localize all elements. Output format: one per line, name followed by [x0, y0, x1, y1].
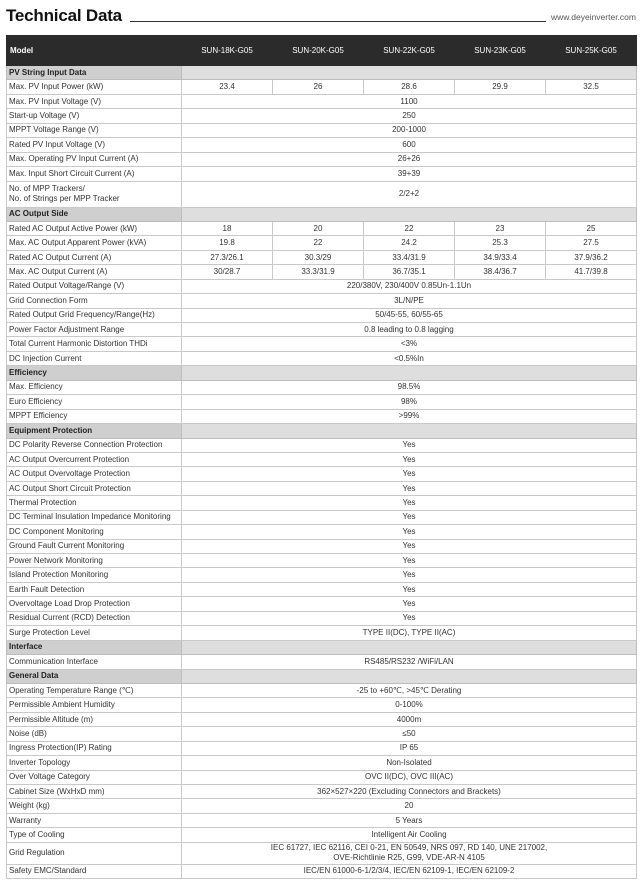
- table-row: [7, 828, 637, 842]
- spec-label: [7, 452, 182, 466]
- table-row: [7, 539, 637, 553]
- table-row: [7, 626, 637, 640]
- spec-value: 18: [182, 221, 273, 235]
- table-row: [7, 395, 637, 409]
- spec-value: [182, 712, 637, 726]
- spec-value: [182, 864, 637, 878]
- spec-value: 22: [364, 221, 455, 235]
- spec-value: 26: [273, 80, 364, 94]
- spec-label-text: Total Current Harmonic Distortion THDi: [9, 339, 148, 349]
- model-header-cell: SUN-18K-G05: [182, 36, 273, 66]
- spec-value: [182, 337, 637, 351]
- spec-value-text: Yes: [402, 599, 416, 609]
- spec-label-text: AC Output Overcurrent Protection: [9, 454, 130, 464]
- spec-value: [182, 351, 637, 365]
- table-row: [7, 123, 637, 137]
- spec-label-text: DC Component Monitoring: [9, 526, 104, 536]
- table-row: [7, 756, 637, 770]
- spec-label-text: DC Injection Current: [9, 353, 82, 363]
- spec-label-text: AC Output Short Circuit Protection: [9, 483, 131, 493]
- spec-label-text: Cabinet Size (WxHxD mm): [9, 786, 105, 796]
- spec-value-text: 0.8 leading to 0.8 lagging: [364, 324, 454, 334]
- spec-label-text: Ground Fault Current Monitoring: [9, 541, 125, 551]
- spec-value: 25: [546, 221, 637, 235]
- table-row: [7, 842, 637, 864]
- spec-value: [182, 799, 637, 813]
- spec-label-text: Rated Output Grid Frequency/Range(Hz): [9, 310, 155, 320]
- spec-value: [182, 683, 637, 697]
- table-row: [7, 409, 637, 423]
- spec-value: 27.5: [546, 236, 637, 250]
- table-row: [7, 525, 637, 539]
- spec-label-text: Permissible Altitude (m): [9, 714, 94, 724]
- spec-label: [7, 123, 182, 137]
- spec-label-text: Over Voltage Category: [9, 772, 90, 782]
- spec-value: 28.6: [364, 80, 455, 94]
- spec-value: [182, 380, 637, 394]
- table-row: [7, 380, 637, 394]
- spec-label: [7, 250, 182, 264]
- page-header: [6, 6, 636, 32]
- table-row: [7, 323, 637, 337]
- spec-label-text: No. of MPP Trackers/: [9, 184, 85, 193]
- spec-value: [182, 727, 637, 741]
- table-row: [7, 452, 637, 466]
- spec-value-text: 250: [402, 111, 416, 121]
- spec-value: 24.2: [364, 236, 455, 250]
- spec-value-text: Non-Isolated: [386, 757, 432, 767]
- spec-label-text: Max. Input Short Circuit Current (A): [9, 168, 135, 178]
- spec-value: [182, 582, 637, 596]
- spec-value-text: 50/45-55, 60/55-65: [375, 310, 443, 320]
- table-row: [7, 467, 637, 481]
- spec-label-text: Island Protection Monitoring: [9, 570, 109, 580]
- table-row: [7, 597, 637, 611]
- spec-label: [7, 510, 182, 524]
- spec-label: [7, 181, 182, 207]
- section-fill: [182, 669, 637, 683]
- spec-label-text: Power Network Monitoring: [9, 555, 103, 565]
- spec-label: [7, 525, 182, 539]
- table-row: [7, 221, 637, 235]
- spec-value: 22: [273, 236, 364, 250]
- spec-value-text: 4000m: [396, 714, 422, 724]
- spec-value-text: Yes: [402, 555, 416, 565]
- spec-value-text: 98.5%: [397, 382, 421, 392]
- spec-label: [7, 799, 182, 813]
- title-divider: [130, 21, 546, 22]
- section-header-row: [7, 66, 637, 80]
- spec-label: [7, 770, 182, 784]
- spec-value: 30/28.7: [182, 265, 273, 279]
- spec-label: [7, 438, 182, 452]
- spec-label-text: Communication Interface: [9, 656, 98, 666]
- spec-value: [182, 510, 637, 524]
- spec-value: [182, 741, 637, 755]
- section-title: Equipment Protection: [7, 424, 182, 438]
- spec-value-text: 3L/N/PE: [394, 295, 424, 305]
- spec-label-text: MPPT Voltage Range (V): [9, 125, 99, 135]
- spec-value-text: 20: [404, 801, 414, 811]
- spec-label-text: Rated AC Output Active Power (kW): [9, 223, 138, 233]
- spec-label: [7, 539, 182, 553]
- spec-label: [7, 655, 182, 669]
- table-row: [7, 351, 637, 365]
- spec-label: [7, 152, 182, 166]
- spec-value-text: 1100: [400, 96, 418, 106]
- spec-value: [182, 438, 637, 452]
- model-header-cell: SUN-25K-G05: [546, 36, 637, 66]
- spec-value: [182, 828, 637, 842]
- spec-value-text: 2/2+2: [398, 189, 420, 198]
- spec-value: [182, 842, 637, 864]
- spec-label-text: Noise (dB): [9, 728, 47, 738]
- table-row: [7, 80, 637, 94]
- spec-value: 20: [273, 221, 364, 235]
- spec-label: [7, 741, 182, 755]
- spec-label-text: Max. AC Output Current (A): [9, 266, 108, 276]
- spec-label: [7, 582, 182, 596]
- spec-label-text: Rated AC Output Current (A): [9, 252, 112, 262]
- table-row: [7, 279, 637, 293]
- spec-label: [7, 683, 182, 697]
- table-row: [7, 138, 637, 152]
- spec-value: [182, 409, 637, 423]
- section-title: Efficiency: [7, 366, 182, 380]
- spec-value-text: 0-100%: [395, 700, 423, 710]
- spec-label: [7, 727, 182, 741]
- spec-value-text: RS485/RS232 /WiFi/LAN: [364, 656, 454, 666]
- spec-value-text: 362×527×220 (Excluding Connectors and Brackets): [317, 786, 501, 796]
- spec-value-text: <0.5%In: [394, 353, 424, 363]
- spec-label: [7, 167, 182, 181]
- section-fill: [182, 366, 637, 380]
- section-title: PV String Input Data: [7, 66, 182, 80]
- spec-label: [7, 597, 182, 611]
- spec-value-text: 39+39: [397, 168, 421, 178]
- section-fill: [182, 640, 637, 654]
- table-body: [7, 66, 637, 879]
- spec-value: [182, 554, 637, 568]
- spec-value: [182, 323, 637, 337]
- spec-value: 41.7/39.8: [546, 265, 637, 279]
- model-header-label: Model: [7, 36, 182, 66]
- spec-label: [7, 94, 182, 108]
- model-header-cell: SUN-22K-G05: [364, 36, 455, 66]
- spec-value-text: IEC 61727, IEC 62116, CEI 0-21, EN 50549, NRS 097, RD 140, UNE 217002,: [270, 843, 548, 853]
- spec-label: [7, 221, 182, 235]
- section-title: General Data: [7, 669, 182, 683]
- table-row: [7, 727, 637, 741]
- spec-label: [7, 109, 182, 123]
- spec-value-text: Yes: [402, 512, 416, 522]
- section-header-row: [7, 640, 637, 654]
- table-row: [7, 712, 637, 726]
- table-row: [7, 655, 637, 669]
- table-row: [7, 864, 637, 878]
- spec-label-text: Start-up Voltage (V): [9, 111, 80, 121]
- spec-value-text: Yes: [402, 584, 416, 594]
- spec-label-text: Weight (kg): [9, 801, 50, 811]
- spec-label-text: Max. Efficiency: [9, 382, 63, 392]
- table-row: [7, 741, 637, 755]
- table-row: [7, 785, 637, 799]
- spec-value: 37.9/36.2: [546, 250, 637, 264]
- spec-value: 36.7/35.1: [364, 265, 455, 279]
- section-fill: [182, 66, 637, 80]
- table-row: [7, 294, 637, 308]
- spec-label-text: AC Output Overvoltage Protection: [9, 469, 130, 479]
- table-row: [7, 582, 637, 596]
- spec-label: [7, 568, 182, 582]
- spec-label-text: Operating Temperature Range (℃): [9, 685, 134, 695]
- spec-value: [182, 597, 637, 611]
- spec-value: [182, 123, 637, 137]
- spec-label: [7, 351, 182, 365]
- spec-value: 19.8: [182, 236, 273, 250]
- spec-label: [7, 467, 182, 481]
- section-header-row: [7, 669, 637, 683]
- spec-label: [7, 409, 182, 423]
- spec-label: [7, 294, 182, 308]
- spec-value-text: Yes: [402, 454, 416, 464]
- spec-value-text: Yes: [402, 469, 416, 479]
- spec-value-text: Yes: [402, 526, 416, 536]
- table-row: [7, 94, 637, 108]
- spec-value: [182, 279, 637, 293]
- model-header-row: [7, 36, 637, 66]
- spec-value: [182, 181, 637, 207]
- table-row: [7, 250, 637, 264]
- spec-label-text: MPPT Efficiency: [9, 411, 68, 421]
- website-url: www.deyeinverter.com: [550, 12, 636, 22]
- spec-label-text: Euro Efficiency: [9, 396, 63, 406]
- technical-data-table: [6, 35, 637, 879]
- spec-value-text: Yes: [402, 570, 416, 580]
- spec-value: 33.4/31.9: [364, 250, 455, 264]
- spec-label-text: Rated PV Input Voltage (V): [9, 139, 106, 149]
- spec-label: [7, 626, 182, 640]
- spec-value: [182, 138, 637, 152]
- spec-label: [7, 138, 182, 152]
- spec-value-text: Yes: [402, 613, 416, 623]
- spec-label-text: Permissible Ambient Humidity: [9, 700, 115, 710]
- spec-label-text: Warranty: [9, 815, 42, 825]
- spec-value-text: Intelligent Air Cooling: [371, 830, 447, 840]
- section-header-row: [7, 366, 637, 380]
- spec-value: 30.3/29: [273, 250, 364, 264]
- table-row: [7, 481, 637, 495]
- table-row: [7, 496, 637, 510]
- table-row: [7, 698, 637, 712]
- spec-label-text: Max. AC Output Apparent Power (kVA): [9, 238, 147, 248]
- model-header-cell: SUN-20K-G05: [273, 36, 364, 66]
- spec-value: 38.4/36.7: [455, 265, 546, 279]
- table-row: [7, 308, 637, 322]
- spec-value: [182, 308, 637, 322]
- section-header-row: [7, 207, 637, 221]
- spec-value: [182, 611, 637, 625]
- spec-label: [7, 308, 182, 322]
- model-header-cell: SUN-23K-G05: [455, 36, 546, 66]
- spec-label: [7, 554, 182, 568]
- spec-label: [7, 842, 182, 864]
- spec-label-text: Residual Current (RCD) Detection: [9, 613, 130, 623]
- spec-value: [182, 294, 637, 308]
- spec-value: [182, 152, 637, 166]
- spec-label: [7, 265, 182, 279]
- spec-label-text: Power Factor Adjustment Range: [9, 324, 125, 334]
- table-row: [7, 152, 637, 166]
- spec-value: [182, 655, 637, 669]
- table-row: [7, 265, 637, 279]
- spec-value: [182, 756, 637, 770]
- spec-label: [7, 395, 182, 409]
- table-row: [7, 770, 637, 784]
- spec-value: [182, 481, 637, 495]
- spec-label-text: Grid Regulation: [9, 848, 65, 858]
- spec-label: [7, 785, 182, 799]
- spec-value-text: OVE-Richtlinie R25, G99, VDE-AR-N 4105: [333, 853, 485, 863]
- spec-value: 27.3/26.1: [182, 250, 273, 264]
- spec-label: [7, 864, 182, 878]
- spec-value: [182, 626, 637, 640]
- spec-value-text: 26+26: [397, 154, 421, 164]
- spec-label-text: Type of Cooling: [9, 830, 65, 840]
- spec-value: [182, 525, 637, 539]
- section-header-row: [7, 424, 637, 438]
- spec-value-text: 600: [402, 139, 416, 149]
- spec-label: [7, 611, 182, 625]
- spec-value-text: -25 to +60℃, >45℃ Derating: [356, 685, 462, 695]
- spec-value-text: IP 65: [399, 743, 419, 753]
- spec-value-text: Yes: [402, 483, 416, 493]
- spec-value-text: 200-1000: [392, 125, 426, 135]
- spec-label-text: Max. Operating PV Input Current (A): [9, 154, 139, 164]
- spec-label-text: Ingress Protection(IP) Rating: [9, 743, 112, 753]
- spec-label: [7, 337, 182, 351]
- table-row: [7, 167, 637, 181]
- table-row: [7, 568, 637, 582]
- spec-value: [182, 785, 637, 799]
- spec-label-text: Inverter Topology: [9, 757, 71, 767]
- section-fill: [182, 207, 637, 221]
- section-title: AC Output Side: [7, 207, 182, 221]
- spec-value: 23: [455, 221, 546, 235]
- spec-value: [182, 770, 637, 784]
- spec-label: [7, 236, 182, 250]
- spec-value: [182, 167, 637, 181]
- spec-label-text: Max. PV Input Voltage (V): [9, 96, 102, 106]
- spec-value-text: IEC/EN 61000-6-1/2/3/4, IEC/EN 62109-1, IEC/EN 62109-2: [303, 866, 515, 876]
- table-row: [7, 109, 637, 123]
- spec-value-text: TYPE II(DC), TYPE II(AC): [362, 627, 456, 637]
- spec-label: [7, 756, 182, 770]
- spec-value: [182, 496, 637, 510]
- section-title: Interface: [7, 640, 182, 654]
- spec-value-text: Yes: [402, 541, 416, 551]
- spec-value: [182, 698, 637, 712]
- spec-label-text: Surge Protection Level: [9, 627, 90, 637]
- spec-label: [7, 380, 182, 394]
- spec-label-text: DC Terminal Insulation Impedance Monitoring: [9, 512, 171, 522]
- spec-value-text: <3%: [400, 339, 418, 349]
- spec-value: [182, 94, 637, 108]
- spec-label: [7, 698, 182, 712]
- table-row: [7, 337, 637, 351]
- spec-value: 33.3/31.9: [273, 265, 364, 279]
- spec-value-text: Yes: [402, 440, 416, 450]
- page-title: Technical Data: [6, 6, 122, 25]
- spec-label: [7, 712, 182, 726]
- spec-value: [182, 395, 637, 409]
- spec-label-text: Grid Connection Form: [9, 295, 88, 305]
- spec-value: [182, 452, 637, 466]
- table-row: [7, 813, 637, 827]
- table-row: [7, 236, 637, 250]
- spec-value-text: 220/380V, 230/400V 0.85Un-1.1Un: [346, 281, 472, 291]
- spec-label: [7, 279, 182, 293]
- spec-label: [7, 323, 182, 337]
- table-row: [7, 611, 637, 625]
- table-row: [7, 554, 637, 568]
- spec-value: [182, 539, 637, 553]
- spec-value-text: Yes: [402, 497, 416, 507]
- spec-label-text: Max. PV Input Power (kW): [9, 82, 104, 92]
- spec-value-text: ≤50: [402, 728, 416, 738]
- spec-value-text: >99%: [398, 411, 420, 421]
- spec-value: 34.9/33.4: [455, 250, 546, 264]
- spec-value: 29.9: [455, 80, 546, 94]
- spec-value: [182, 467, 637, 481]
- spec-value: 25.3: [455, 236, 546, 250]
- spec-label: [7, 496, 182, 510]
- spec-value: [182, 568, 637, 582]
- spec-label-text: Overvoltage Load Drop Protection: [9, 599, 130, 609]
- spec-label: [7, 828, 182, 842]
- spec-label-text: Safety EMC/Standard: [9, 866, 87, 876]
- spec-value-text: 5 Years: [395, 815, 423, 825]
- spec-value: [182, 109, 637, 123]
- spec-label: [7, 80, 182, 94]
- spec-value-text: 98%: [400, 396, 417, 406]
- spec-label-text: Thermal Protection: [9, 497, 77, 507]
- section-fill: [182, 424, 637, 438]
- table-row: [7, 799, 637, 813]
- spec-label-text: No. of Strings per MPP Tracker: [9, 194, 120, 203]
- table-row: [7, 510, 637, 524]
- spec-value: 32.5: [546, 80, 637, 94]
- table-row: [7, 683, 637, 697]
- table-row: [7, 181, 637, 207]
- spec-label: [7, 813, 182, 827]
- spec-label-text: DC Polarity Reverse Connection Protection: [9, 440, 163, 450]
- spec-label-text: Rated Output Voltage/Range (V): [9, 281, 125, 291]
- table-row: [7, 438, 637, 452]
- spec-value: 23.4: [182, 80, 273, 94]
- spec-label: [7, 481, 182, 495]
- spec-label-text: Earth Fault Detection: [9, 584, 85, 594]
- spec-value: [182, 813, 637, 827]
- spec-value-text: OVC II(DC), OVC III(AC): [365, 772, 453, 782]
